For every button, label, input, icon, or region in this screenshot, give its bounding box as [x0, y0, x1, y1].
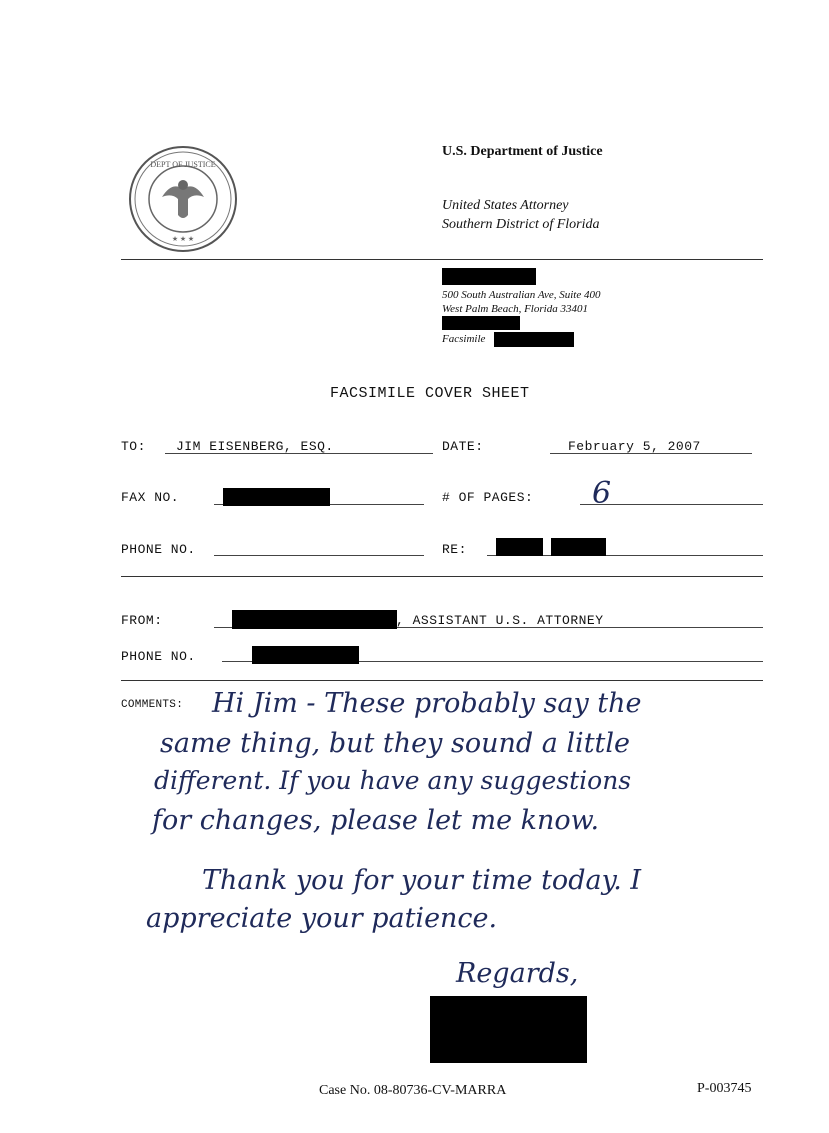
- phone-underline: [214, 555, 424, 556]
- svg-text:★ ★ ★: ★ ★ ★: [171, 235, 195, 243]
- department-name: U.S. Department of Justice: [442, 144, 603, 159]
- header-divider: [121, 259, 763, 260]
- section-divider: [121, 680, 763, 681]
- to-underline: [165, 453, 433, 454]
- phone-label: PHONE NO.: [121, 542, 196, 557]
- from-title: , ASSISTANT U.S. ATTORNEY: [396, 613, 604, 628]
- pages-label: # OF PAGES:: [442, 490, 534, 505]
- doj-seal-icon: [128, 145, 238, 253]
- signature-redaction: [430, 996, 587, 1063]
- comment-line-2: same thing, but they sound a little: [160, 728, 631, 759]
- comment-line-4: for changes, please let me know.: [152, 805, 600, 836]
- pages-value: 6: [592, 476, 612, 511]
- office-line-2: Southern District of Florida: [442, 217, 600, 232]
- to-label: TO:: [121, 439, 146, 454]
- re-label: RE:: [442, 542, 467, 557]
- from-label: FROM:: [121, 613, 163, 628]
- date-underline: [550, 453, 752, 454]
- page-id: P-003745: [697, 1081, 752, 1096]
- page-title: FACSIMILE COVER SHEET: [330, 385, 530, 402]
- redaction-box: [496, 538, 543, 556]
- closing: Regards,: [456, 958, 579, 989]
- date-label: DATE:: [442, 439, 484, 454]
- case-number: Case No. 08-80736-CV-MARRA: [319, 1083, 507, 1098]
- office-line-1: United States Attorney: [442, 198, 569, 213]
- from-phone-label: PHONE NO.: [121, 649, 196, 664]
- comment-line-3: different. If you have any suggestions: [154, 766, 632, 795]
- redaction-box: [223, 488, 330, 506]
- redaction-box: [551, 538, 606, 556]
- redaction-box: [232, 610, 397, 629]
- redaction-box: [252, 646, 359, 664]
- fax-label: FAX NO.: [121, 490, 180, 505]
- to-value: JIM EISENBERG, ESQ.: [176, 439, 334, 454]
- address-line-1: 500 South Australian Ave, Suite 400: [442, 289, 601, 301]
- comment-line-1: Hi Jim - These probably say the: [212, 688, 642, 719]
- facsimile-label: Facsimile: [442, 333, 486, 345]
- redaction-box: [442, 316, 520, 330]
- comment-line-5: Thank you for your time today. I: [202, 865, 642, 896]
- comment-line-6: appreciate your patience.: [146, 903, 498, 934]
- section-divider: [121, 576, 763, 577]
- comments-label: COMMENTS:: [121, 699, 184, 711]
- svg-text:DEPT OF JUSTICE: DEPT OF JUSTICE: [150, 160, 216, 169]
- redaction-box: [494, 332, 574, 347]
- redaction-box: [442, 268, 536, 285]
- date-value: February 5, 2007: [568, 439, 701, 454]
- address-line-2: West Palm Beach, Florida 33401: [442, 303, 588, 315]
